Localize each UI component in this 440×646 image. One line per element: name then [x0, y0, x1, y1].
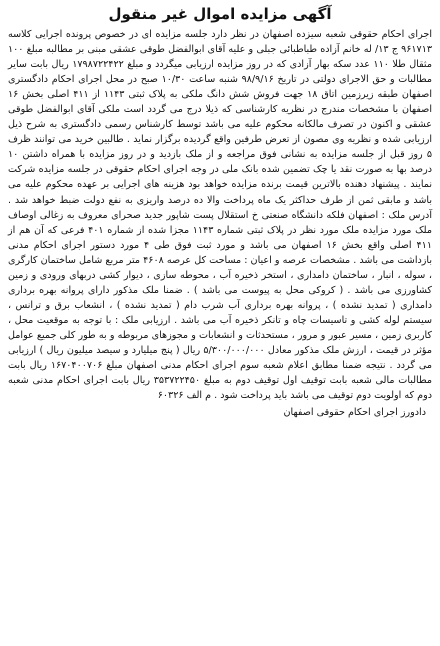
notice-body: اجرای احکام حقوقی شعبه سیزده اصفهان در نظر دارد جلسه مزایده ای در خصوص پرونده اجرایی کلاسه ۹۶۱۷۱۳ ج ۱۳/ له خانم آزاده طباطبائی جبلی و علیه آقای ابوالفضل طوقی عشقی مبنی بر مطالبه مبلغ ۱۰۰ مثقال طلا ۱۱۰ عدد سکه بهار آزادی که در روز مزایده ارزیابی میگردد و مبلغ ۱۷۹۸۷۲۲۴۲۲ ریال بابت سایر مطالبات و حق الاجرای دولتی در تاریخ ۹۸/۹/۱۶ شنبه ساعت ۱۰/۳۰ صبح در محل اجرای احکام دادگستری اصفهان طبقه زیرزمین اتاق ۱۸ جهت فروش شش دانگ ملکی به پلاک ثبتی ۱۱۴۳ از ۴۱۱ اصلی بخش ۱۶ اصفهان با مشخصات مندرج در نظریه کارشناسی که ذیلا درج می گردد است ملکی آقای ابوالفضل طوقی عشقی و اکنون در تصرف مالکانه محکوم علیه می باشد توسط کارشناس رسمی دادگستری به شرح ذیل ارزیابی شده و نظریه وی مصون از تعرض طرفین واقع گردیده برگزار نماید . طالبین خرید می توانند ظرف ۵ روز قبل از جلسه مزایده به نشانی فوق مراجعه و از ملک بازدید و در روز مزایده با همراه داشتن ۱۰ درصد بها به صورت نقد یا چک تضمین شده بانک ملی در وجه اجرای احکام حقوقی در جلسه مزایده شرکت نمایند . پیشنهاد دهنده بالاترین قیمت برنده مزایده خواهد بود هزینه های اجرایی بر عهده محکوم علیه می باشد و مابقی ثمن از طرف حداکثر یک ماه پرداخت والا ده درصد واریزی به نفع دولت ضبط خواهد شد . آدرس ملک : اصفهان فلکه دانشگاه صنعتی خ استقلال پست شاپور جدید صحرای معروف به زغالی اوصاف ملک مورد مزایده ملک مورد نظر در پلاک ثبتی شماره ۱۱۴۳ مجزا شده از شماره ۴۰۱ فرعی که آن هم از ۴۱۱ اصلی واقع بخش ۱۶ اصفهان می باشد و مورد ثبت فوق طی ۴ مورد دستور اجرای احکام مدنی بازداشت می باشد . مشخصات عرصه و اعیان : مساحت کل عرصه ۴۶۰۸ متر مربع شامل ساختمان کارگری ، سوله ، انبار ، ساختمان دامداری ، استخر ذخیره آب ، محوطه سازی ، دیوار کشی دربهای ورودی و زمین کشاورزی می باشد . ( کروکی محل به پیوست می باشد ) . ضمنا ملک مذکور دارای پروانه بهره برداری دامداری ( تمدید نشده ) ، پروانه بهره برداری آب شرب دام ( تمدید نشده ) ، انشعاب برق و ترانس ، سیستم لوله کشی و تاسیسات چاه و تانکر ذخیره آب می باشد . ارزیابی ملک : با توجه به موقعیت محل ، کاربری زمین ، مسیر عبور و مرور ، مستحدثات و انشعابات و مجوزهای مربوطه و به طور کلی جمیع عوامل مؤثر در قیمت ، ارزش ملک مذکور معادل ۵/۳۰۰/۰۰۰/۰۰۰ ریال ( پنج میلیارد و سیصد میلیون ریال ) ارزیابی می گردد . نتیجه ضمنا مطابق اعلام شعبه سوم اجرای احکام مدنی اصفهان مبلغ ۱۶۷۰۴۰۰۷۰۶ ریال بابت مطالبات مالی شعبه بابت توقیف اول توقیف دوم به مبلغ ۳۵۳۷۲۲۴۵۰ ریال بابت اجرای احکام مدنی شعبه دوم که اولویت دوم توقیف می باشد باید پرداخت شود . م الف ۶۰۳۲۶ [8, 29, 433, 402]
notice-title: آگهی مزایده اموال غیر منقول [108, 5, 332, 23]
auction-notice [6, 4, 434, 640]
notice-signature: دادورز اجرای احکام حقوقی اصفهان [283, 407, 426, 419]
